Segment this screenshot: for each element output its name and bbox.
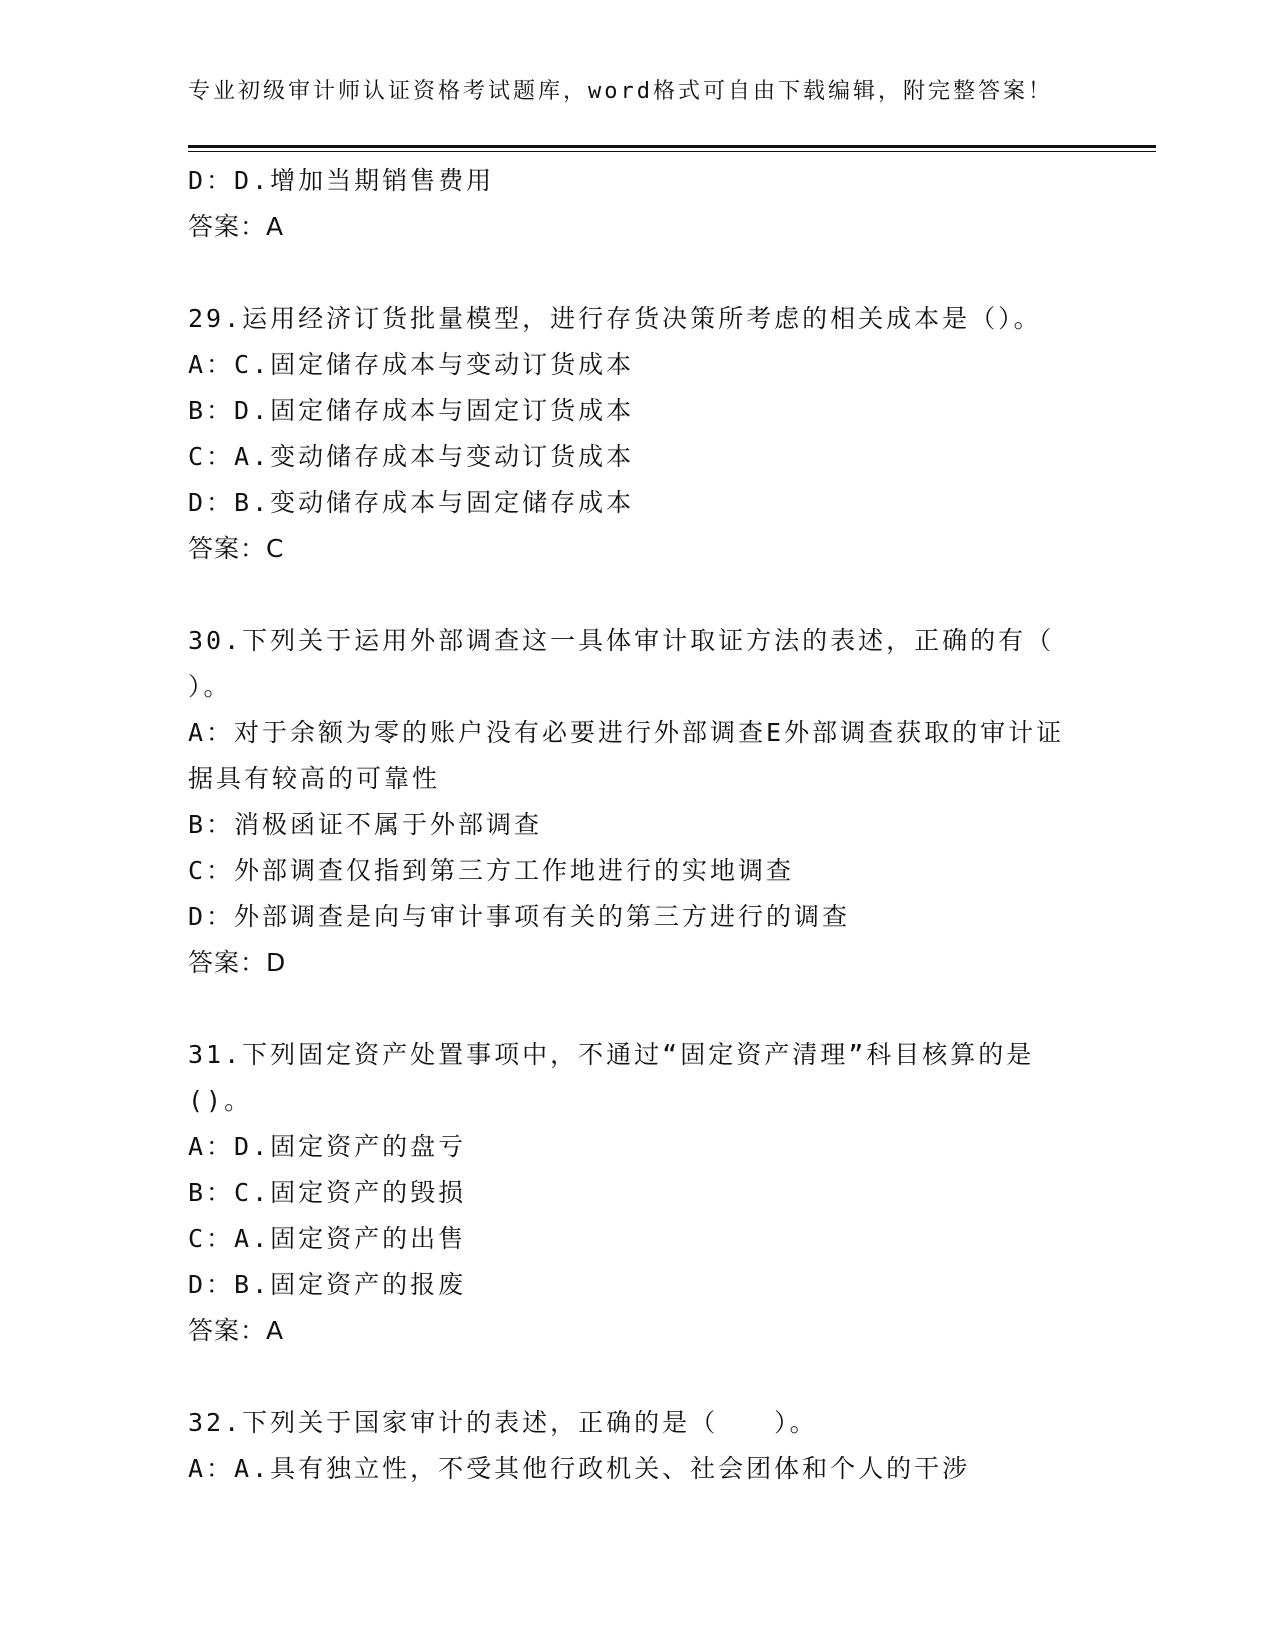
question-stem: 32.下列关于国家审计的表述，正确的是（ ）。 — [188, 1408, 818, 1437]
option-d: D：外部调查是向与审计事项有关的第三方进行的调查 — [188, 902, 851, 931]
question-stem: 31.下列固定资产处置事项中，不通过“固定资产清理”科目核算的是()。 — [188, 1040, 1035, 1115]
option-d: D：B.变动储存成本与固定储存成本 — [188, 488, 635, 517]
option-a: A：对于余额为零的账户没有必要进行外部调查E外部调查获取的审计证据具有较高的可靠性 — [188, 718, 1065, 793]
option-a: A：D.固定资产的盘亏 — [188, 1132, 467, 1161]
question-block-28 — [188, 158, 1088, 250]
question-block-31 — [188, 1032, 1088, 1354]
answer-line: 答案：C — [188, 534, 285, 563]
page-header: 专业初级审计师认证资格考试题库，word格式可自由下载编辑，附完整答案！ — [188, 79, 1053, 104]
option-b: B：消极函证不属于外部调查 — [188, 810, 543, 839]
option-c: C：外部调查仅指到第三方工作地进行的实地调查 — [188, 856, 795, 885]
option-b: B：D.固定储存成本与固定订货成本 — [188, 396, 635, 425]
question-block-29 — [188, 296, 1088, 572]
question-block-30 — [188, 618, 1111, 986]
option-d: D：D.增加当期销售费用 — [188, 166, 495, 195]
answer-line: 答案：A — [188, 1316, 285, 1345]
option-d: D：B.固定资产的报废 — [188, 1270, 467, 1299]
question-stem: 29.运用经济订货批量模型，进行存货决策所考虑的相关成本是（）。 — [188, 304, 1042, 333]
question-block-32 — [188, 1400, 1088, 1492]
answer-line: 答案：A — [188, 212, 285, 241]
option-c: C：A.固定资产的出售 — [188, 1224, 467, 1253]
answer-line: 答案：D — [188, 948, 287, 977]
question-content — [188, 158, 1111, 1492]
option-a: A：A.具有独立性，不受其他行政机关、社会团体和个人的干涉 — [188, 1454, 971, 1483]
option-b: B：C.固定资产的毁损 — [188, 1178, 467, 1207]
question-stem: 30.下列关于运用外部调查这一具体审计取证方法的表述，正确的有（ ）。 — [188, 626, 1111, 701]
option-a: A：C.固定储存成本与变动订货成本 — [188, 350, 635, 379]
header-rule-thin — [188, 151, 1156, 152]
option-c: C：A.变动储存成本与变动订货成本 — [188, 442, 635, 471]
header-rule-thick — [188, 145, 1156, 148]
